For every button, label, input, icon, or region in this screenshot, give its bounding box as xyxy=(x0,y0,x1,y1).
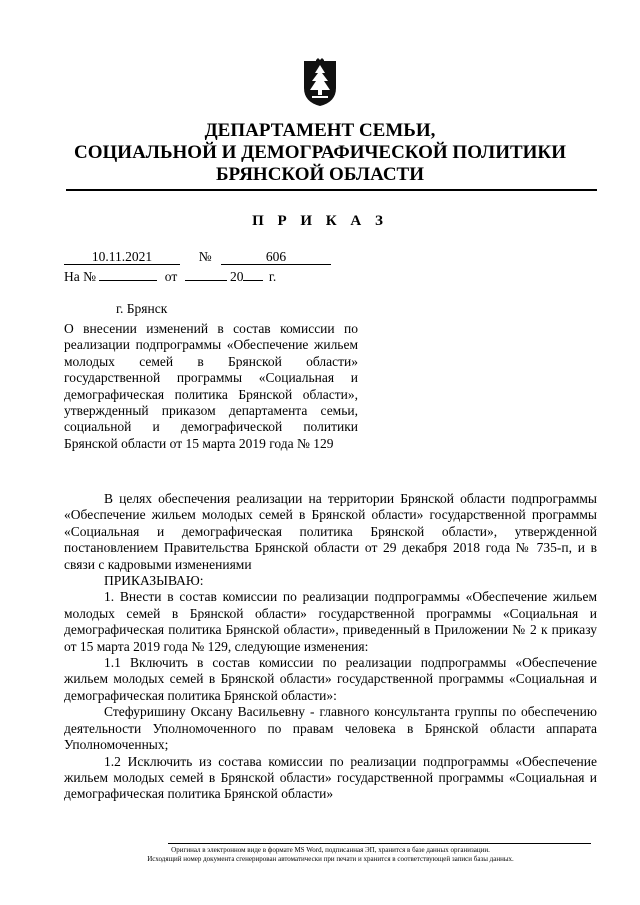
body-paragraph-item-1-2: 1.2 Исключить из состава комиссии по реализации подпрограммы «Обеспечение жильем молодых семей в Брянской области» государственной программы «Социальная и демографическая политика Брянской области» xyxy=(64,753,597,802)
reference-number-blank xyxy=(99,265,157,281)
body-paragraph-order-word: ПРИКАЗЫВАЮ: xyxy=(104,573,204,589)
department-name-line-2: СОЦИАЛЬНОЙ И ДЕМОГРАФИЧЕСКОЙ ПОЛИТИКИ xyxy=(74,142,566,163)
order-subject: О внесении изменений в состав комиссии по реализации подпрограммы «Обеспечение жильем молодых семей в Брянской области» государственной программы «Социальная и демографическая политика Брянской области», утвержденный приказом департамента семьи, социальной и демографической политики Брянской области от 15 марта 2019 года № 129 xyxy=(64,321,358,451)
coat-of-arms-emblem xyxy=(300,58,340,108)
body-paragraph-person: Стефуришину Оксану Васильевну - главного консультанта группы по обеспечению деятельности Уполномоченного по правам человека в Брянской области аппарата Уполномоченных; xyxy=(64,704,597,753)
reference-row xyxy=(64,265,276,285)
header-divider xyxy=(66,189,597,191)
document-type-title: П Р И К А З xyxy=(252,213,388,229)
date-number-row xyxy=(64,249,331,265)
city: г. Брянск xyxy=(116,301,168,316)
body-paragraph-preamble: В целях обеспечения реализации на территории Брянской области подпрограммы «Обеспечение жильем молодых семей в Брянской области» государственной программы «Социальная и демографическая политика Брянской области», утвержденной постановлением Правительства Брянской области от 29 декабря 2018 года № 735-п, и в связи с кадровыми изменениями xyxy=(64,491,597,572)
reference-year-suffix: г. xyxy=(268,269,277,284)
body-paragraph-item-1-1: 1.1 Включить в состав комиссии по реализации подпрограммы «Обеспечение жильем молодых семей в Брянской области» государственной программы «Социальная и демографическая политика Брянской области»: xyxy=(64,655,597,703)
document-date: 10.11.2021 xyxy=(64,249,180,265)
reference-date-blank xyxy=(185,265,227,281)
reference-year-blank xyxy=(243,265,263,281)
reference-from-label: от xyxy=(164,269,178,284)
number-label: № xyxy=(198,249,212,264)
body-paragraph-item-1: 1. Внести в состав комиссии по реализации подпрограммы «Обеспечение жильем молодых семей в Брянской области» государственной программы «Социальная и демографическая политика Брянской области», приведенный в Приложении № 2 к приказу от 15 марта 2019 года № 129, следующие изменения: xyxy=(64,589,597,654)
department-name-line-1: ДЕПАРТАМЕНТ СЕМЬИ, xyxy=(204,120,436,141)
document-number: 606 xyxy=(221,249,331,265)
department-name-line-3: БРЯНСКОЙ ОБЛАСТИ xyxy=(215,164,425,185)
order-body xyxy=(64,491,597,803)
footer-note-line-2: Исходящий номер документа сгенерирован автоматически при печати и хранится в соответствующей записи базы данных. xyxy=(147,855,514,863)
reference-label: На № xyxy=(64,269,96,284)
footer-divider xyxy=(168,843,591,844)
footer-note-line-1: Оригинал в электронном виде в формате MS Word, подписанная ЭП, хранится в базе данных организации. xyxy=(171,846,490,854)
reference-year-prefix: 20 xyxy=(229,269,244,284)
